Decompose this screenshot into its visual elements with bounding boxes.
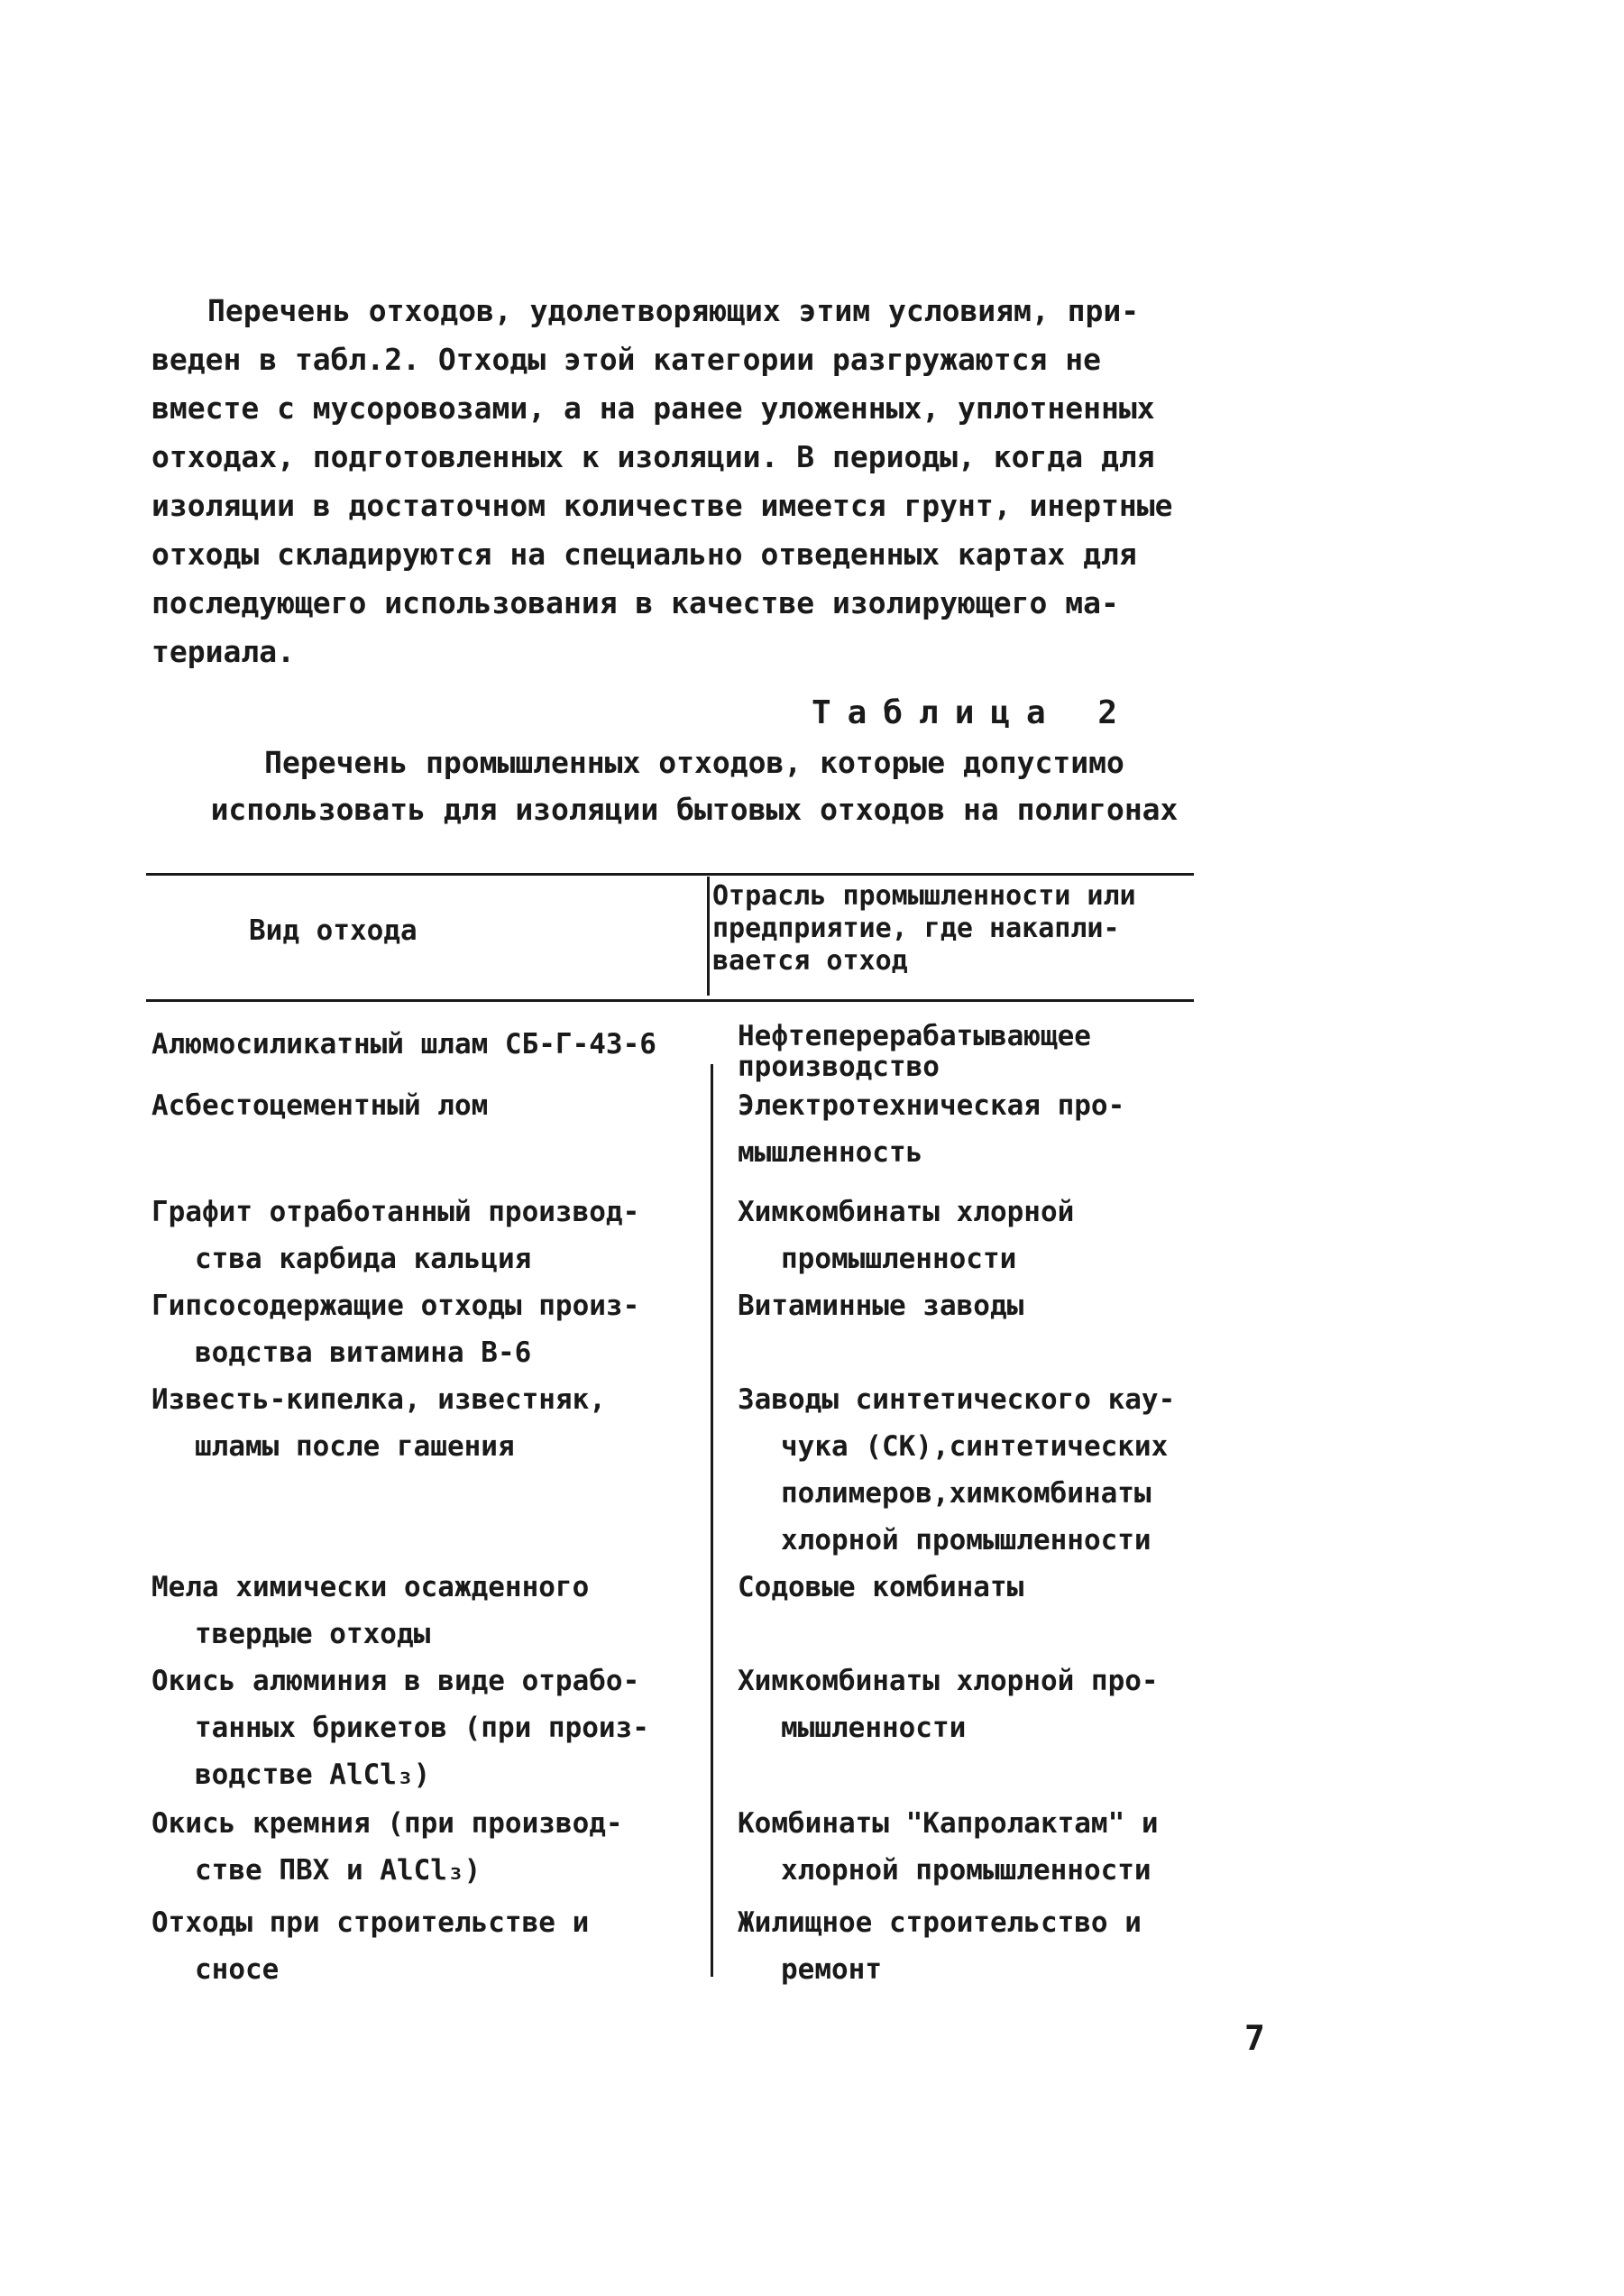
cell-line: Отходы при строительстве и (151, 1906, 590, 1939)
cell-line: Окись алюминия в виде отрабо- (151, 1665, 640, 1697)
table-caption (162, 739, 1226, 833)
cell-line: чука (СК),синтетических (781, 1430, 1169, 1463)
cell-line: танных брикетов (при произ- (195, 1712, 649, 1744)
caption-line: Перечень промышленных отходов, которые допустимо (264, 745, 1124, 780)
cell-line: полимеров,химкомбинаты (781, 1477, 1151, 1510)
cell-line: Заводы синтетического кау- (738, 1383, 1176, 1416)
table-row (151, 1564, 1234, 1658)
cell-line: мышленности (781, 1712, 967, 1744)
intro-line: веден в табл.2. Отходы этой категории разгружаются не (151, 342, 1101, 377)
table-row (151, 1021, 1234, 1082)
caption-line: использовать для изоляции бытовых отходов на полигонах (210, 792, 1179, 827)
cell-waste-type (151, 1376, 729, 1470)
cell-industry (738, 1082, 1243, 1176)
intro-line: последующего использования в качестве изолирующего ма- (151, 585, 1119, 620)
header-line: предприятие, где накапли- (712, 913, 1120, 944)
table-row (151, 1899, 1234, 1993)
cell-industry (738, 1899, 1243, 1993)
table-top-rule (146, 873, 1194, 876)
cell-line: мышленность (738, 1136, 923, 1169)
cell-line: Мела химически осажденного (151, 1571, 590, 1603)
cell-waste-type (151, 1082, 729, 1129)
cell-industry (738, 1021, 1243, 1082)
cell-line: водства витамина В-6 (195, 1336, 532, 1369)
table-row (151, 1800, 1234, 1899)
table-row (151, 1082, 1234, 1189)
column-header-industry (712, 880, 1136, 978)
cell-line: Комбинаты "Капролактам" и (738, 1807, 1159, 1840)
cell-line: Графит отработанный производ- (151, 1196, 640, 1228)
intro-line: отходы складируются на специально отведенных картах для (151, 537, 1137, 572)
table-row (151, 1189, 1234, 1282)
cell-industry (738, 1376, 1243, 1564)
cell-line: производство (738, 1051, 940, 1083)
cell-line: стве ПВХ и AlCl₃) (195, 1854, 482, 1887)
intro-line: териала. (151, 634, 295, 669)
header-line: Отрасль промышленности или (712, 880, 1136, 912)
cell-line: ства карбида кальция (195, 1243, 532, 1275)
cell-line: Нефтеперерабатывающее (738, 1020, 1091, 1052)
cell-line: водстве AlCl₃) (195, 1759, 431, 1791)
cell-waste-type (151, 1899, 729, 1993)
cell-waste-type (151, 1800, 729, 1894)
cell-waste-type (151, 1564, 729, 1658)
cell-line: Химкомбинаты хлорной (738, 1196, 1075, 1228)
cell-line: твердые отходы (195, 1618, 431, 1650)
cell-industry (738, 1800, 1243, 1894)
cell-industry (738, 1189, 1243, 1282)
cell-line: Известь-кипелка, известняк, (151, 1383, 606, 1416)
table-header-divider (707, 877, 710, 996)
cell-line: Химкомбинаты хлорной про- (738, 1665, 1159, 1697)
cell-line: Жилищное строительство и (738, 1906, 1142, 1939)
cell-line: хлорной промышленности (781, 1524, 1151, 1557)
cell-line: Витаминные заводы (738, 1290, 1024, 1322)
intro-paragraph (151, 287, 1252, 676)
table-row (151, 1376, 1234, 1564)
table-header-rule (146, 999, 1194, 1002)
cell-line: Асбестоцементный лом (151, 1089, 489, 1122)
cell-line: Электротехническая про- (738, 1089, 1125, 1122)
table-row (151, 1658, 1234, 1800)
intro-line: вместе с мусоровозами, а на ранее уложенных, уплотненных (151, 390, 1155, 426)
cell-line: Содовые комбинаты (738, 1571, 1024, 1603)
cell-line: Гипсосодержащие отходы произ- (151, 1290, 640, 1322)
cell-line: ремонт (781, 1953, 882, 1986)
cell-industry (738, 1658, 1243, 1751)
cell-line: Окись кремния (при производ- (151, 1807, 623, 1840)
cell-waste-type (151, 1282, 729, 1376)
cell-line: хлорной промышленности (781, 1854, 1151, 1887)
page-number: 7 (1244, 2018, 1265, 2058)
cell-industry (738, 1564, 1243, 1611)
cell-line: Алюмосиликатный шлам СБ-Г-43-6 (151, 1028, 656, 1061)
cell-line: шламы после гашения (195, 1430, 515, 1463)
intro-line: отходах, подготовленных к изоляции. В периоды, когда для (151, 439, 1155, 474)
cell-waste-type (151, 1021, 729, 1068)
header-line: вается отход (712, 945, 908, 977)
cell-waste-type (151, 1658, 729, 1798)
cell-waste-type (151, 1189, 729, 1282)
intro-line: Перечень отходов, удолетворяющих этим условиям, при- (207, 293, 1140, 328)
cell-line: промышленности (781, 1243, 1017, 1275)
table-label: Таблица 2 (812, 694, 1134, 731)
column-header-waste-type: Вид отхода (249, 914, 417, 947)
table-body (151, 1021, 1234, 1993)
cell-industry (738, 1282, 1243, 1329)
intro-line: изоляции в достаточном количестве имеется грунт, инертные (151, 488, 1173, 523)
cell-line: сносе (195, 1953, 280, 1986)
table-row (151, 1282, 1234, 1376)
